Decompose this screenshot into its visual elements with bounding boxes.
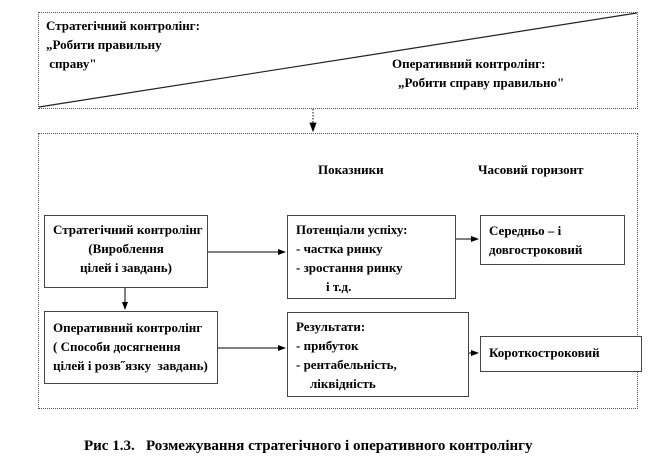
box-success-potentials: Потенціали успіху: - частка ринку - зростання ринку і т.д. (287, 215, 456, 299)
operative-motto: Оперативний контролінг: „Робити справу правильно" (392, 56, 565, 90)
header-time-horizon: Часовий горизонт (478, 162, 584, 177)
figure-caption: Рис 1.3. Розмежування стратегічного і оперативного контролінгу (84, 438, 533, 454)
strategic-motto: Стратегічний контролінг: „Робити правильну справу" (46, 18, 200, 71)
header-indicators: Показники (318, 162, 384, 177)
box-medium-long-term: Середньо – і довгостроковий (480, 215, 625, 265)
box-strategic-controlling: Стратегічний контролінг (Вироблення цілей і завдань) (44, 215, 208, 288)
box-operative-controlling: Оперативний контролінг ( Способи досягнення цілей і розв˝язку завдань) (44, 311, 218, 384)
box-short-term: Короткостроковий (480, 336, 642, 372)
box-results: Результати: - прибуток - рентабельність, ліквідність (287, 312, 469, 397)
